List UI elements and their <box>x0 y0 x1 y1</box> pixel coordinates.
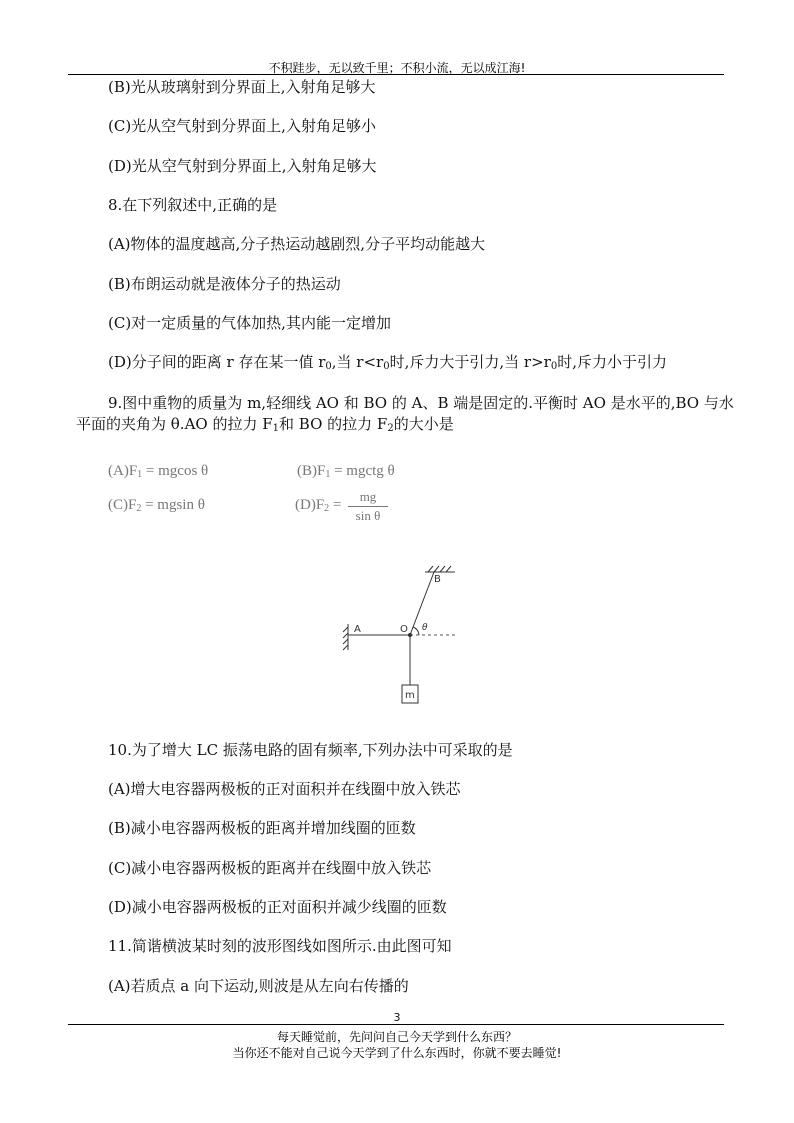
q10-option-d: (D)减小电容器两极板的正对面积并减少线圈的匝数 <box>108 898 447 916</box>
ceiling-support-b <box>425 566 455 572</box>
q11-stem: 11.简谐横波某时刻的波形图线如图所示.由此图可知 <box>108 937 452 955</box>
q8-option-d: (D)分子间的距离 r 存在某一值 $r_0$,当 $r<r_0$时,斥力大于引力,当 $r>r_0$时,斥力小于引力 <box>108 353 667 372</box>
q10-option-a: (A)增大电容器两极板的正对面积并在线圈中放入铁芯 <box>108 780 461 798</box>
q10-option-c: (C)减小电容器两极板的距离并在线圈中放入铁芯 <box>108 859 432 877</box>
q9-stem-line2: 平面的夹角为 θ.AO 的拉力 $F_1$和 BO 的拉力 $F_2$的大小是 <box>76 415 454 434</box>
footer-line-2: 当你还不能对自己说今天学到了什么东西时，你就不要去睡觉! <box>232 1046 562 1060</box>
label-o: O <box>400 624 408 635</box>
wall-support-a <box>343 624 348 650</box>
q10-option-b: (B)减小电容器两极板的距离并增加线圈的匝数 <box>108 819 416 837</box>
knot-o <box>408 633 412 637</box>
angle-arc <box>413 627 419 635</box>
q8-stem: 8.在下列叙述中,正确的是 <box>108 196 278 214</box>
q7-option-b: (B)光从玻璃射到分界面上,入射角足够大 <box>108 78 376 96</box>
q8-option-b: (B)布朗运动就是液体分子的热运动 <box>108 275 341 293</box>
header-rule <box>68 74 724 75</box>
footer-line-1: 每天睡觉前，先问问自己今天学到什么东西？ <box>276 1030 517 1044</box>
q8-option-c: (C)对一定质量的气体加热,其内能一定增加 <box>108 314 391 332</box>
q9-option-d: $(D)F_2$ = <box>295 497 342 514</box>
fraction-denominator: sin θ <box>355 508 381 523</box>
q7-option-c: (C)光从空气射到分界面上,入射角足够小 <box>108 117 376 135</box>
q9-option-d-fraction <box>348 489 388 524</box>
q9-force-diagram <box>340 560 470 710</box>
header-motto: 不积跬步，无以致千里；不积小流，无以成江海! <box>268 61 526 75</box>
label-theta: θ <box>422 623 428 633</box>
label-a: A <box>354 624 361 635</box>
q9-option-b: $(B)F_1$ = mgctg θ <box>297 463 395 480</box>
q7-option-d: (D)光从空气射到分界面上,入射角足够大 <box>108 157 377 175</box>
q9-option-c: $(C)F_2 = mgsin$ θ <box>108 497 205 514</box>
label-m: m <box>405 690 415 701</box>
q9-option-a: $(A)F_1 = mgcos$ θ <box>108 463 209 480</box>
fraction-bar <box>348 506 388 507</box>
label-b: B <box>434 574 441 585</box>
page-number: 3 <box>393 1011 401 1024</box>
q9-stem-line1: 9.图中重物的质量为 m,轻细线 AO 和 BO 的 A、B 端是固定的.平衡时 AO 是水平的,BO 与水 <box>108 394 734 412</box>
fraction-numerator: mg <box>359 489 377 504</box>
q11-option-a: (A)若质点 a 向下运动,则波是从左向右传播的 <box>108 977 409 995</box>
footer-rule <box>68 1024 724 1025</box>
q10-stem: 10.为了增大 LC 振荡电路的固有频率,下列办法中可采取的是 <box>108 741 513 759</box>
q8-option-a: (A)物体的温度越高,分子热运动越剧烈,分子平均动能越大 <box>108 235 486 253</box>
